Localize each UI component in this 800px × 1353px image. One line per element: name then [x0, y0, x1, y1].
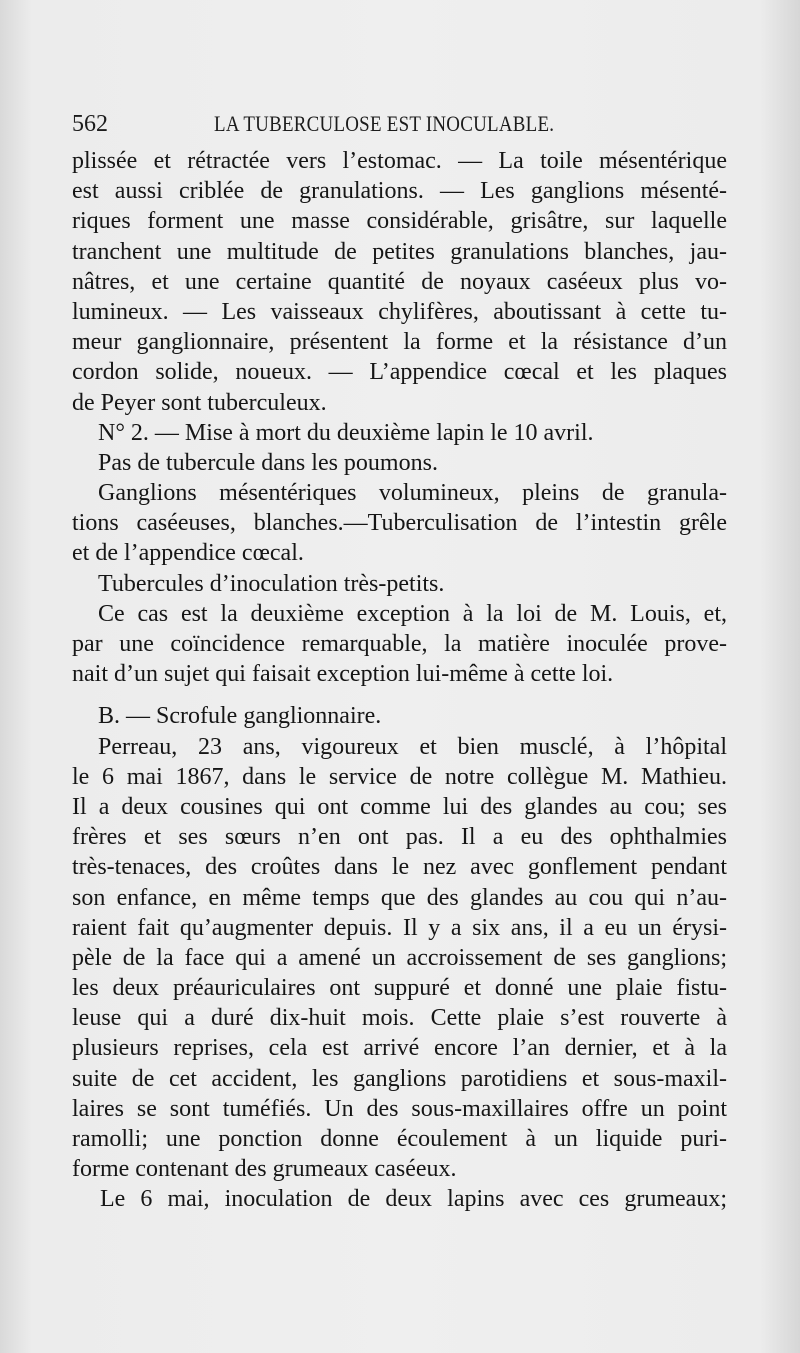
text-line: pèle de la face qui a amené un accroissement de ses ganglions; — [72, 944, 727, 971]
text-line: meur ganglionnaire, présentent la forme et la résistance d’un — [72, 329, 727, 356]
text-line: Perreau, 23 ans, vigoureux et bien musclé, à l’hôpital — [98, 733, 727, 760]
text-line: Il a deux cousines qui ont comme lui des glandes au cou; ses — [72, 793, 727, 820]
text-line: Le 6 mai, inoculation de deux lapins avec ces grumeaux; — [100, 1186, 727, 1213]
text-line: plissée et rétractée vers l’estomac. — La toile mésentérique — [72, 148, 727, 174]
text-line: son enfance, en même temps que des glandes au cou qui n’au- — [72, 884, 727, 911]
text-line: riques forment une masse considérable, grisâtre, sur laquelle — [72, 208, 727, 235]
text-line: forme contenant des grumeaux caséeux. — [72, 1156, 457, 1183]
text-line: raient fait qu’augmenter depuis. Il y a six ans, il a eu un érysi- — [72, 914, 727, 941]
text-line: Ganglions mésentériques volumineux, pleins de granula- — [98, 480, 727, 507]
text-line: tions caséeuses, blanches.—Tuberculisation de l’intestin grêle — [72, 510, 727, 537]
text-line: laires se sont tuméfiés. Un des sous-maxillaires offre un point — [72, 1095, 727, 1122]
text-line: plusieurs reprises, cela est arrivé encore l’an dernier, et à la — [72, 1035, 727, 1062]
text-line: lumineux. — Les vaisseaux chylifères, aboutissant à cette tu- — [72, 298, 727, 325]
text-line: nait d’un sujet qui faisait exception lui-même à cette loi. — [72, 661, 614, 688]
running-head: LA TUBERCULOSE EST INOCULABLE. — [214, 111, 555, 136]
text-line: tranchent une multitude de petites granulations blanches, jau- — [72, 238, 727, 265]
text-line: cordon solide, noueux. — L’appendice cœcal et les plaques — [72, 359, 727, 386]
text-line: ramolli; une ponction donne écoulement à un liquide puri- — [72, 1126, 727, 1152]
text-line: frères et ses sœurs n’en ont pas. Il a eu des ophthalmies — [72, 824, 727, 851]
body-text — [72, 146, 727, 1215]
text-line: suite de cet accident, les ganglions parotidiens et sous-maxil- — [72, 1065, 727, 1092]
section-gap — [72, 689, 727, 701]
text-line: Ce cas est la deuxième exception à la loi de M. Louis, et, — [98, 600, 727, 627]
page-number: 562 — [72, 111, 108, 137]
text-line: de Peyer sont tuberculeux. — [72, 389, 327, 416]
section-heading: B. — Scrofule ganglionnaire. — [98, 703, 382, 730]
text-line: N° 2. — Mise à mort du deuxième lapin le 10 avril. — [98, 419, 594, 446]
text-line: leuse qui a duré dix-huit mois. Cette plaie s’est rouverte à — [72, 1005, 727, 1032]
text-line: est aussi criblée de granulations. — Les ganglions mésenté- — [72, 178, 727, 205]
text-line: nâtres, et une certaine quantité de noyaux caséeux plus vo- — [72, 268, 727, 295]
text-line: et de l’appendice cœcal. — [72, 540, 304, 567]
text-line: par une coïncidence remarquable, la matière inoculée prove- — [72, 631, 727, 657]
text-line: les deux préauriculaires ont suppuré et donné une plaie fistu- — [72, 975, 727, 1002]
text-line: Tubercules d’inoculation très-petits. — [98, 570, 445, 597]
text-line: très-tenaces, des croûtes dans le nez avec gonflement pendant — [72, 854, 727, 881]
text-line: Pas de tubercule dans les poumons. — [98, 449, 438, 476]
text-line: le 6 mai 1867, dans le service de notre collègue M. Mathieu. — [72, 763, 727, 790]
page-header — [72, 106, 732, 142]
